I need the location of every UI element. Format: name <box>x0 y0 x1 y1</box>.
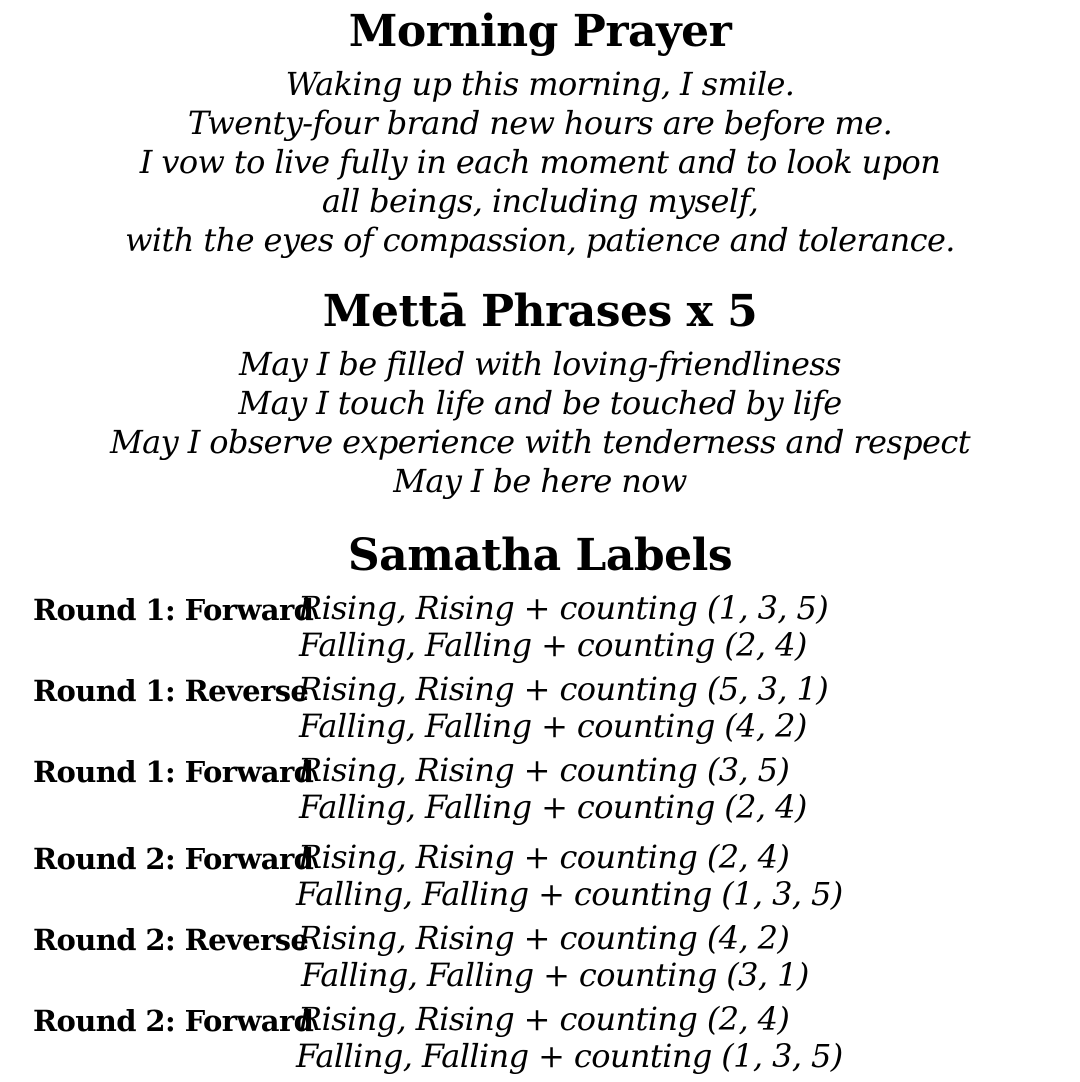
morning-prayer-verse <box>0 65 1080 260</box>
falling-line: Falling, Falling + counting (2, 4) <box>299 788 807 826</box>
verse-line: with the eyes of compassion, patience and tolerance. <box>125 221 955 259</box>
verse-line: May I be filled with loving-friendliness <box>239 345 841 383</box>
verse-line: May I be here now <box>393 462 687 500</box>
verse-line: all beings, including myself, <box>321 182 759 220</box>
round-label: Round 1: Forward <box>33 755 314 789</box>
round-row <box>0 590 1080 671</box>
falling-line: Falling, Falling + counting (2, 4) <box>299 626 807 664</box>
samatha-rounds-list <box>0 590 1080 1082</box>
metta-phrases-title: Mettā Phrases x 5 <box>322 286 758 337</box>
falling-line: Falling, Falling + counting (4, 2) <box>299 707 807 745</box>
verse-line: May I touch life and be touched by life <box>238 384 842 422</box>
rising-line: Rising, Rising + counting (3, 5) <box>298 751 790 789</box>
rising-line: Rising, Rising + counting (1, 3, 5) <box>298 589 829 627</box>
round-row <box>0 920 1080 1001</box>
rising-line: Rising, Rising + counting (2, 4) <box>298 838 790 876</box>
falling-line: Falling, Falling + counting (1, 3, 5) <box>296 875 843 913</box>
rising-line: Rising, Rising + counting (5, 3, 1) <box>298 670 829 708</box>
round-label: Round 2: Forward <box>33 842 314 876</box>
round-label: Round 2: Reverse <box>33 923 309 957</box>
metta-phrases-verse <box>0 345 1080 501</box>
verse-line: Waking up this morning, I smile. <box>285 65 795 103</box>
falling-line: Falling, Falling + counting (1, 3, 5) <box>296 1037 843 1075</box>
round-label: Round 1: Forward <box>33 593 314 627</box>
morning-prayer-title: Morning Prayer <box>348 6 732 57</box>
round-label: Round 1: Reverse <box>33 674 309 708</box>
round-row <box>0 671 1080 752</box>
verse-line: I vow to live fully in each moment and to look upon <box>139 143 941 181</box>
round-row <box>0 752 1080 839</box>
falling-line: Falling, Falling + counting (3, 1) <box>301 956 809 994</box>
round-row <box>0 839 1080 920</box>
round-row <box>0 1001 1080 1082</box>
samatha-labels-title: Samatha Labels <box>347 530 733 581</box>
rising-line: Rising, Rising + counting (4, 2) <box>298 919 790 957</box>
round-label: Round 2: Forward <box>33 1004 314 1038</box>
verse-line: May I observe experience with tenderness and respect <box>110 423 970 461</box>
verse-line: Twenty-four brand new hours are before me. <box>187 104 893 142</box>
rising-line: Rising, Rising + counting (2, 4) <box>298 1000 790 1038</box>
